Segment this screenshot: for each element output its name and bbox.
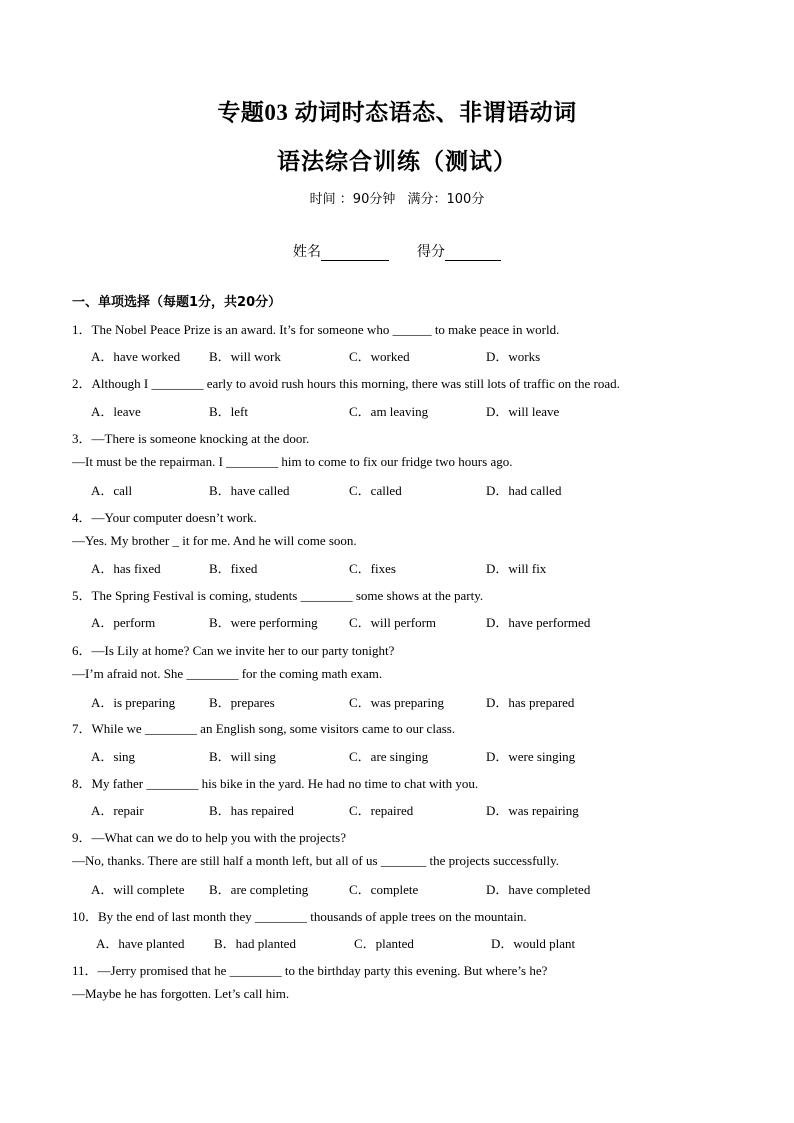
- page-title: 专题03 动词时态语态、非谓语动词: [217, 100, 577, 125]
- question-stem: 11．—Jerry promised that he ________ to the birthday party this evening. But where’s he?: [72, 963, 548, 978]
- option-d[interactable]: D．was repairing: [486, 803, 579, 818]
- question-dialogue-line: —I’m afraid not. She ________ for the coming math exam.: [72, 666, 383, 681]
- question-stem: 6．—Is Lily at home? Can we invite her to our party tonight?: [72, 643, 395, 658]
- option-d[interactable]: D．have completed: [486, 882, 591, 897]
- option-d[interactable]: D．were singing: [486, 749, 576, 764]
- question-dialogue-line: —It must be the repairman. I ________ him to come to fix our fridge two hours ago.: [72, 454, 513, 469]
- answer-options: [91, 346, 731, 364]
- option-c[interactable]: C．planted: [354, 936, 414, 951]
- question-dialogue-line: —Yes. My brother _ it for me. And he will come soon.: [72, 533, 357, 548]
- option-b[interactable]: B．have called: [209, 483, 290, 498]
- name-label: 姓名: [293, 244, 321, 260]
- score-label: 得分: [417, 244, 445, 260]
- option-a[interactable]: A．leave: [91, 404, 141, 419]
- option-d[interactable]: D．have performed: [486, 615, 591, 630]
- option-a[interactable]: A．has fixed: [91, 561, 161, 576]
- option-a[interactable]: A．is preparing: [91, 695, 176, 710]
- option-a[interactable]: A．perform: [91, 615, 156, 630]
- exam-meta: [0, 188, 794, 207]
- option-c[interactable]: C．called: [349, 483, 402, 498]
- option-c[interactable]: C．repaired: [349, 803, 414, 818]
- option-a[interactable]: A．repair: [91, 803, 144, 818]
- option-b[interactable]: B．left: [209, 404, 248, 419]
- option-b[interactable]: B．has repaired: [209, 803, 294, 818]
- option-c[interactable]: C．am leaving: [349, 404, 429, 419]
- answer-options: [91, 558, 731, 576]
- option-b[interactable]: B．were performing: [209, 615, 318, 630]
- option-d[interactable]: D．will fix: [486, 561, 547, 576]
- option-b[interactable]: B．will sing: [209, 749, 276, 764]
- option-a[interactable]: A．sing: [91, 749, 136, 764]
- answer-options: [91, 746, 731, 764]
- option-a[interactable]: A．have planted: [96, 936, 185, 951]
- option-b[interactable]: B．fixed: [209, 561, 258, 576]
- question-stem: 4．—Your computer doesn’t work.: [72, 510, 257, 525]
- answer-options: [91, 692, 731, 710]
- question-dialogue-line: —Maybe he has forgotten. Let’s call him.: [72, 986, 290, 1001]
- option-a[interactable]: A．have worked: [91, 349, 181, 364]
- option-b[interactable]: B．will work: [209, 349, 281, 364]
- answer-options: [91, 879, 731, 897]
- option-d[interactable]: D．has prepared: [486, 695, 575, 710]
- question-stem: 3．—There is someone knocking at the door.: [72, 431, 310, 446]
- question-stem: 1．The Nobel Peace Prize is an award. It’s for someone who ______ to make peace in world.: [72, 322, 560, 337]
- question-dialogue-line: —No, thanks. There are still half a month left, but all of us _______ the projects successfully.: [72, 853, 560, 868]
- section-heading: 一、单项选择（每题1分，共20分）: [72, 295, 282, 310]
- option-c[interactable]: C．fixes: [349, 561, 396, 576]
- option-a[interactable]: A．will complete: [91, 882, 185, 897]
- name-score-bar: [0, 241, 794, 261]
- answer-options: [91, 612, 731, 630]
- option-c[interactable]: C．are singing: [349, 749, 429, 764]
- page-subtitle: 语法综合训练（测试）: [277, 149, 517, 174]
- option-c[interactable]: C．worked: [349, 349, 410, 364]
- option-d[interactable]: D．would plant: [491, 936, 576, 951]
- option-b[interactable]: B．had planted: [214, 936, 296, 951]
- option-c[interactable]: C．will perform: [349, 615, 437, 630]
- option-d[interactable]: D．will leave: [486, 404, 560, 419]
- option-c[interactable]: C．was preparing: [349, 695, 444, 710]
- answer-options: [91, 800, 731, 818]
- option-d[interactable]: D．works: [486, 349, 541, 364]
- score-blank[interactable]: [445, 246, 501, 261]
- answer-options: [96, 933, 736, 951]
- full-score: 满分：100分: [407, 192, 485, 207]
- question-stem: 10．By the end of last month they ________ thousands of apple trees on the mountain.: [72, 909, 527, 924]
- option-a[interactable]: A．call: [91, 483, 133, 498]
- option-b[interactable]: B．are completing: [209, 882, 309, 897]
- name-blank[interactable]: [321, 246, 389, 261]
- question-stem: 5．The Spring Festival is coming, students ________ some shows at the party.: [72, 588, 484, 603]
- option-b[interactable]: B．prepares: [209, 695, 275, 710]
- time-limit: 时间 ：90分钟: [309, 192, 396, 207]
- answer-options: [91, 480, 731, 498]
- question-stem: 9．—What can we do to help you with the projects?: [72, 830, 347, 845]
- question-stem: 2．Although I ________ early to avoid rush hours this morning, there was still lots of traffic on the road.: [72, 376, 620, 391]
- question-stem: 8．My father ________ his bike in the yard. He had no time to chat with you.: [72, 776, 479, 791]
- option-c[interactable]: C．complete: [349, 882, 419, 897]
- option-d[interactable]: D．had called: [486, 483, 562, 498]
- question-stem: 7．While we ________ an English song, some visitors came to our class.: [72, 721, 456, 736]
- answer-options: [91, 401, 731, 419]
